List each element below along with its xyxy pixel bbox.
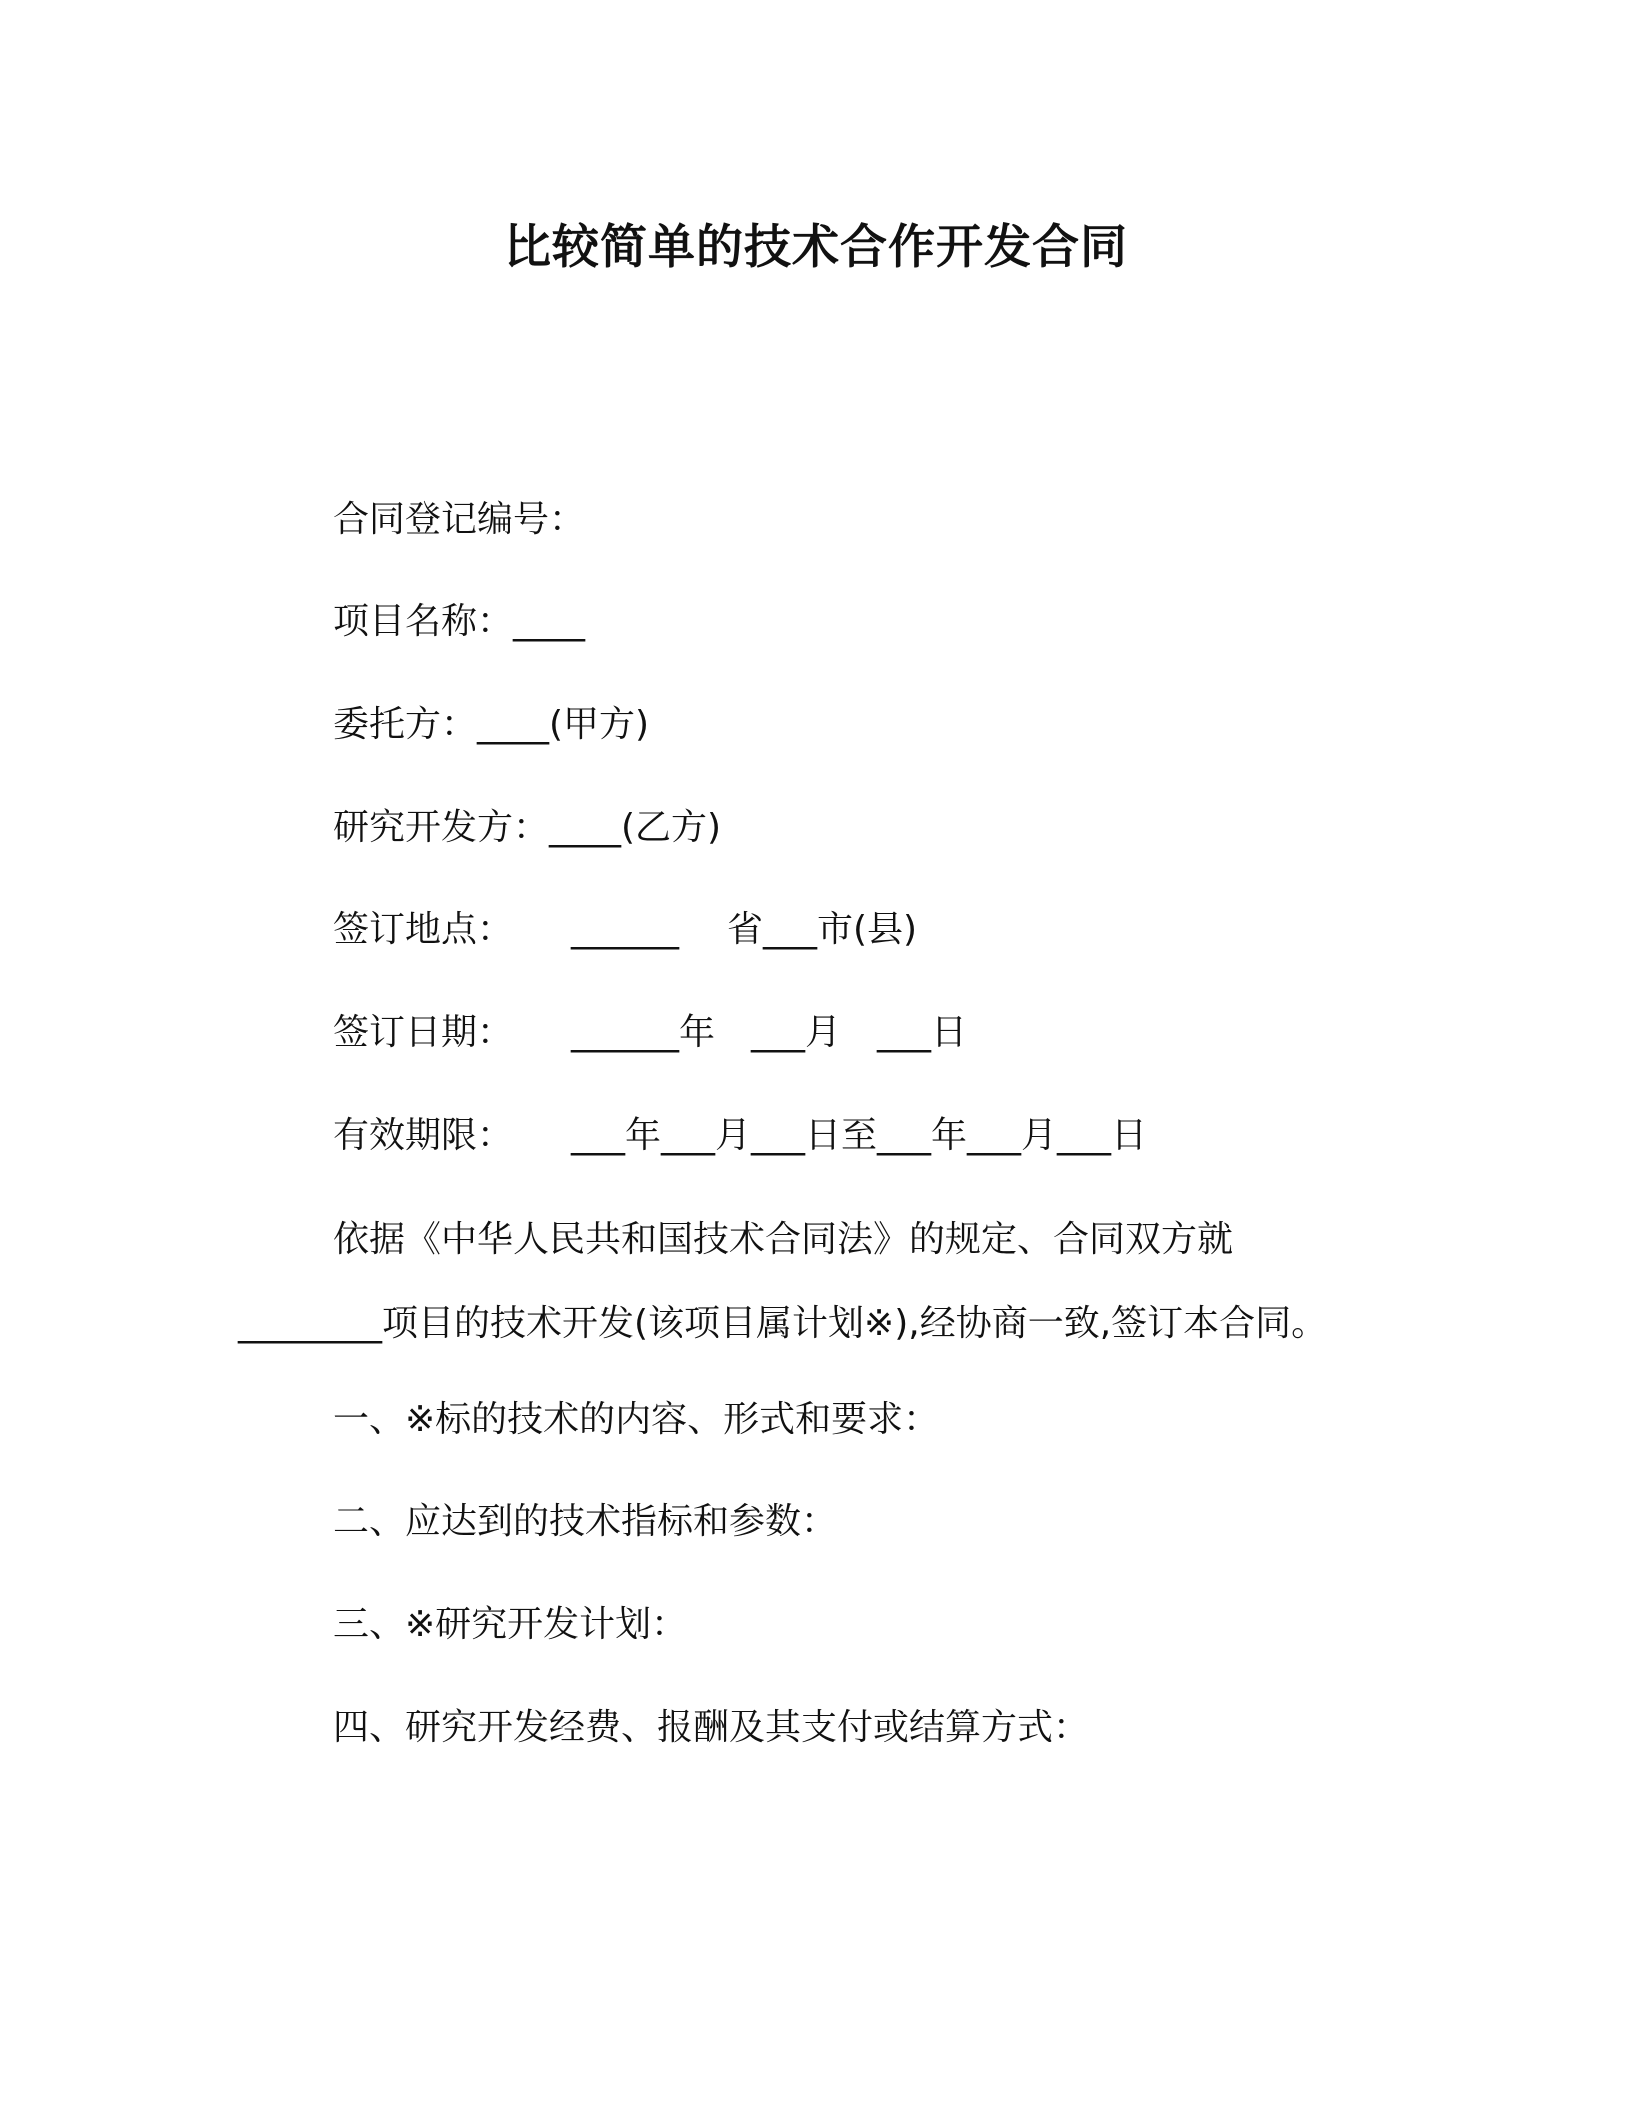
section-heading: 一、※标的技术的内容、形式和要求： bbox=[333, 1399, 940, 1440]
signing-date-year: ______年 bbox=[571, 1012, 716, 1053]
field-project-name: 项目名称：____ bbox=[333, 601, 586, 642]
field-signing-place bbox=[333, 906, 917, 954]
validity-label: 有效期限： bbox=[333, 1115, 514, 1156]
section-heading: 二、应达到的技术指标和参数： bbox=[333, 1501, 838, 1542]
signing-date-month: ___月 bbox=[751, 1012, 842, 1053]
field-client: 委托方：____(甲方) bbox=[333, 704, 650, 745]
field-signing-date bbox=[333, 1009, 967, 1057]
validity-value: ___年___月___日至___年___月___日 bbox=[571, 1115, 1148, 1156]
field-developer: 研究开发方：____(乙方) bbox=[333, 807, 722, 848]
signing-place-label: 签订地点： bbox=[333, 909, 514, 950]
signing-place-province: ______ bbox=[571, 909, 680, 950]
field-registration-no: 合同登记编号： bbox=[333, 499, 586, 540]
document-title: 比较简单的技术合作开发合同 bbox=[504, 220, 1128, 275]
signing-date-day: ___日 bbox=[877, 1012, 968, 1053]
signing-place-rest: 省___市(县) bbox=[727, 909, 918, 950]
section-heading: 四、研究开发经费、报酬及其支付或结算方式： bbox=[333, 1707, 1090, 1748]
preamble-line-1: 依据《中华人民共和国技术合同法》的规定、合同双方就 bbox=[333, 1219, 1234, 1260]
field-validity bbox=[333, 1112, 1147, 1160]
section-heading: 三、※研究开发计划： bbox=[333, 1604, 688, 1645]
signing-date-label: 签订日期： bbox=[333, 1012, 514, 1053]
preamble-line-2: ________项目的技术开发(该项目属计划※),经协商一致,签订本合同。 bbox=[238, 1303, 1328, 1344]
